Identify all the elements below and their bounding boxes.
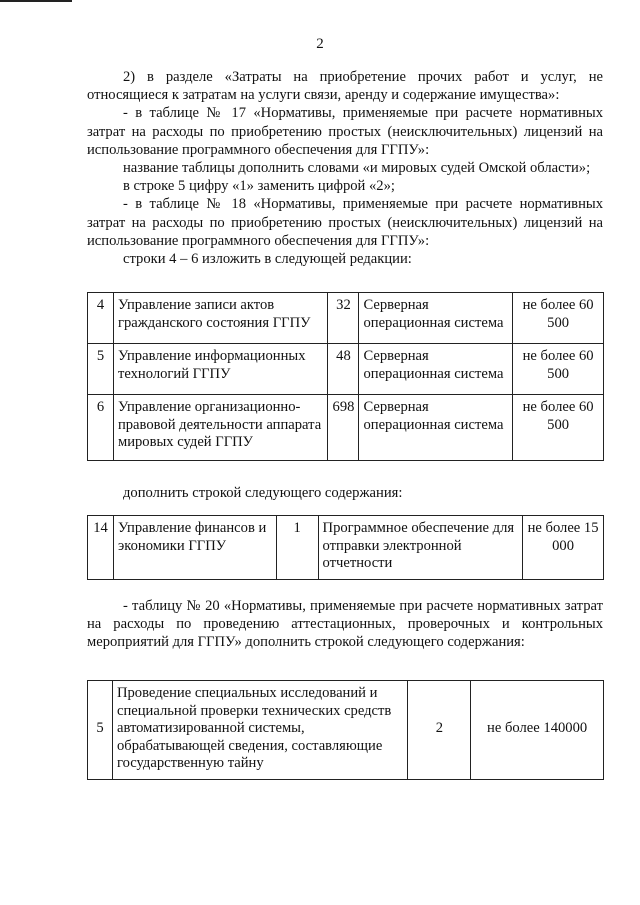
table-20-new-row — [87, 680, 604, 780]
row-number: 14 — [88, 516, 114, 580]
quantity: 32 — [328, 293, 359, 344]
quantity: 698 — [328, 395, 359, 461]
department-name: Управление информационных технологий ГГПУ — [113, 344, 328, 395]
quantity: 1 — [276, 516, 318, 580]
paragraph: 2) в разделе «Затраты на приобретение прочих работ и услуг, не относящиеся к затратам на услуги связи, аренду и содержание имущества»: — [87, 69, 603, 104]
price-limit: не более 60 500 — [513, 293, 604, 344]
quantity: 2 — [408, 681, 471, 780]
item-name: Программное обеспечение для отправки электронной отчетности — [318, 516, 523, 580]
paragraph: - таблицу № 20 «Нормативы, применяемые при расчете нормативных затрат на расходы по проведению аттестационных, проверочных и контрольных мероприятий для ГГПУ» дополнить строкой следующего содержания: — [87, 598, 603, 651]
department-name: Управление финансов и экономики ГГПУ — [113, 516, 276, 580]
table-row — [88, 681, 604, 780]
department-name: Управление записи актов гражданского состояния ГГПУ — [113, 293, 328, 344]
activity-name: Проведение специальных исследований и специальной проверки технических средств автоматизированной системы, обрабатывающей сведения, составляющие государственную тайну — [112, 681, 407, 780]
header-rule — [0, 0, 72, 2]
item-name: Серверная операционная система — [359, 293, 513, 344]
paragraph: название таблицы дополнить словами «и мировых судей Омской области»; — [123, 160, 591, 177]
paragraph: - в таблице № 17 «Нормативы, применяемые при расчете нормативных затрат на расходы по приобретению простых (неисключительных) лицензий на использование программного обеспечения для ГГПУ»: — [87, 105, 603, 158]
paragraph: - в таблице № 18 «Нормативы, применяемые при расчете нормативных затрат на расходы по приобретению простых (неисключительных) лицензий на использование программного обеспечения для ГГПУ»: — [87, 196, 603, 249]
row-number: 6 — [88, 395, 114, 461]
price-limit: не более 60 500 — [513, 395, 604, 461]
table-row — [88, 395, 604, 461]
paragraph: в строке 5 цифру «1» заменить цифрой «2»; — [123, 178, 395, 195]
row-number: 4 — [88, 293, 114, 344]
table-20-amendment — [87, 597, 603, 652]
amendment-text — [87, 68, 603, 268]
price-limit: не более 15 000 — [523, 516, 604, 580]
department-name: Управление организационно-правовой деятельности аппарата мировых судей ГГПУ — [113, 395, 328, 461]
table-18-new-row — [87, 515, 604, 580]
table-row — [88, 344, 604, 395]
row-number: 5 — [88, 681, 113, 780]
table-row — [88, 516, 604, 580]
price-limit: не более 140000 — [471, 681, 604, 780]
row-number: 5 — [88, 344, 114, 395]
item-name: Серверная операционная система — [359, 395, 513, 461]
price-limit: не более 60 500 — [513, 344, 604, 395]
item-name: Серверная операционная система — [359, 344, 513, 395]
table-18-rows — [87, 292, 604, 461]
table-row — [88, 293, 604, 344]
paragraph: дополнить строкой следующего содержания: — [123, 485, 403, 501]
paragraph: строки 4 – 6 изложить в следующей редакции: — [123, 251, 412, 268]
page-number: 2 — [316, 36, 324, 52]
add-row-instruction — [87, 484, 603, 502]
quantity: 48 — [328, 344, 359, 395]
